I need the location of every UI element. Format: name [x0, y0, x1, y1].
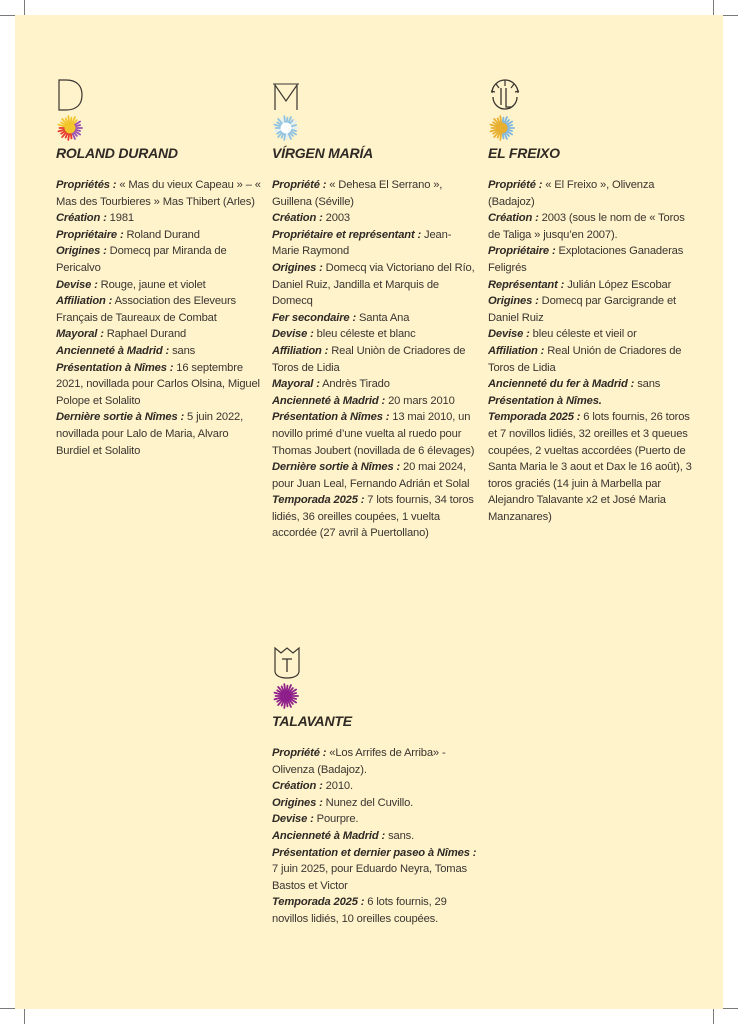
- field-line: [56, 326, 261, 343]
- field-label: Propriétaire :: [488, 245, 556, 258]
- bleu-celeste-blanc-rosette-icon: [272, 115, 300, 141]
- field-line: [272, 795, 477, 812]
- field-value: 6 lots fournis, 29 novillos lidiés, 10 oreilles coupées.: [272, 896, 447, 925]
- field-value: sans.: [385, 829, 415, 842]
- ganaderia-fields: [488, 177, 693, 525]
- field-value: « Dehesa El Serrano », Guillena (Séville): [272, 179, 443, 208]
- ganaderia-name: TALAVANTE: [272, 713, 352, 729]
- field-label: Temporada 2025 :: [488, 411, 581, 424]
- field-value: 2003 (sous le nom de « Toros de Taliga » jusqu’en 2007).: [488, 212, 685, 241]
- field-label: Création :: [488, 212, 539, 225]
- field-line: [272, 177, 477, 210]
- field-value: Domecq par Garcigrande et Daniel Ruiz: [488, 295, 676, 324]
- field-label: Création :: [272, 212, 323, 225]
- field-line: [488, 326, 693, 343]
- field-line: [272, 492, 477, 542]
- field-value: «Los Arrifes de Arriba» - Olivenza (Badajoz).: [272, 747, 446, 776]
- field-line: [272, 343, 477, 376]
- pourpre-rosette-icon: [272, 683, 300, 709]
- field-label: Devise :: [272, 813, 314, 826]
- field-line: [272, 845, 477, 895]
- field-label: Origines :: [488, 295, 539, 308]
- ganaderia-card: [272, 77, 477, 542]
- field-line: [56, 277, 261, 294]
- field-value: 7 juin 2025, pour Eduardo Neyra, Tomas Bastos et Victor: [272, 863, 467, 892]
- crop-mark-bottom-left-h: [0, 1008, 15, 1009]
- field-label: Devise :: [272, 328, 314, 341]
- field-label: Propriétés :: [56, 179, 117, 191]
- rosette-core: [281, 123, 292, 134]
- field-label: Représentant :: [488, 278, 565, 291]
- field-line: [488, 293, 693, 326]
- field-value: Nunez del Cuvillo.: [322, 796, 414, 809]
- field-line: [56, 227, 261, 244]
- field-value: bleu céleste et blanc: [313, 328, 416, 341]
- field-value: « Mas du vieux Capeau » – « Mas des Tourbieres » Mas Thibert (Arles): [56, 179, 261, 208]
- field-label: Propriété :: [272, 747, 327, 759]
- field-value: 13 mai 2010, un novillo primé d’une vuelta al ruedo pour Thomas Joubert (novillada de 6 élevages): [272, 411, 475, 457]
- field-line: [272, 459, 477, 492]
- field-value: Pourpre.: [313, 813, 359, 826]
- field-line: [56, 360, 261, 410]
- field-label: Fer secondaire :: [272, 311, 357, 324]
- rosette-core: [281, 691, 292, 702]
- field-label: Création :: [272, 780, 323, 793]
- field-line: [56, 210, 261, 227]
- field-value: Andrès Tirado: [319, 378, 390, 391]
- field-line: [56, 243, 261, 276]
- field-value: Raphael Durand: [103, 328, 187, 341]
- field-line: [56, 409, 261, 459]
- field-line: [56, 343, 261, 360]
- field-label: Dernière sortie à Nîmes :: [272, 461, 401, 474]
- field-label: Propriétaire et représentant :: [272, 228, 422, 241]
- field-line: [272, 376, 477, 393]
- field-label: Mayoral :: [272, 378, 320, 391]
- letter-D-brand-icon: [56, 77, 86, 113]
- bleu-celeste-vieil-or-rosette-icon: [488, 115, 516, 141]
- ganaderia-name: ROLAND DURAND: [56, 145, 178, 161]
- el-freixo-brand-icon: [488, 77, 522, 113]
- field-line: [272, 260, 477, 310]
- field-label: Création :: [56, 212, 107, 225]
- crop-mark-top-right-h: [723, 15, 738, 16]
- letter-T-shield-brand-icon: [272, 645, 302, 681]
- field-value: Jean-Marie Raymond: [272, 228, 452, 258]
- field-value: 2003: [322, 212, 350, 225]
- field-line: [488, 177, 693, 210]
- field-label: Propriété :: [488, 179, 543, 191]
- field-line: [272, 310, 477, 327]
- field-label: Ancienneté à Madrid :: [272, 829, 386, 842]
- field-line: [488, 376, 693, 393]
- field-value: Real Unión de Criadores de Toros de Lidia: [488, 344, 682, 374]
- page: [15, 15, 723, 1009]
- field-value: 20 mars 2010: [385, 394, 455, 407]
- field-line: [272, 210, 477, 227]
- ganaderia-fields: [272, 745, 477, 928]
- field-line: [488, 243, 693, 276]
- crop-mark-bottom-right-h: [723, 1008, 738, 1009]
- field-line: [272, 227, 477, 260]
- field-label: Présentation à Nîmes :: [272, 411, 390, 424]
- field-line: [272, 894, 477, 927]
- field-line: [272, 326, 477, 343]
- field-label: Mayoral :: [56, 328, 104, 341]
- field-value: 6 lots fournis, 26 toros et 7 novillos lidiés, 32 oreilles et 3 queues coupées, 2 vueltas accordées (Puerto de Santa Maria le 3 aout et Dax le 16 août), 3 toros graciés (14 juin à Marbella par Alejandro Talavante x2 et José Maria Manzanares): [488, 411, 692, 523]
- field-value: 2010.: [322, 780, 353, 793]
- field-label: Propriétaire :: [56, 228, 124, 241]
- field-label: Ancienneté du fer à Madrid :: [488, 378, 635, 391]
- field-value: Rouge, jaune et violet: [97, 278, 206, 291]
- crop-mark-top-left-h: [0, 15, 15, 16]
- field-value: sans: [634, 378, 661, 391]
- field-label: Ancienneté à Madrid :: [56, 344, 170, 357]
- field-value: Santa Ana: [356, 311, 410, 324]
- field-value: 5 juin 2022, novillada pour Lalo de Maria, Alvaro Burdiel et Solalito: [56, 411, 244, 457]
- field-label: Dernière sortie à Nîmes :: [56, 411, 185, 424]
- field-value: 7 lots fournis, 34 toros lidiés, 36 oreilles coupées, 1 vuelta accordée (27 avril à Puertollano): [272, 494, 474, 540]
- field-line: [56, 293, 261, 326]
- rosette-core: [497, 123, 508, 134]
- rouge-jaune-violet-rosette-icon: [56, 115, 84, 141]
- field-label: Origines :: [272, 796, 323, 809]
- field-line: [56, 177, 261, 210]
- field-value: Association des Eleveurs Français de Taureaux de Combat: [56, 295, 236, 324]
- ganaderia-card: [488, 77, 693, 525]
- field-label: Présentation à Nîmes.: [488, 394, 602, 407]
- field-label: Devise :: [488, 328, 530, 341]
- ganaderia-card: [272, 645, 477, 928]
- field-value: Julián López Escobar: [564, 278, 672, 291]
- crop-mark-bottom-left-v: [24, 1009, 25, 1024]
- field-label: Temporada 2025 :: [272, 494, 365, 507]
- ganaderia-fields: [272, 177, 477, 542]
- field-label: Affiliation :: [272, 344, 329, 357]
- field-line: [272, 828, 477, 845]
- field-line: [272, 393, 477, 410]
- rosette-core: [65, 123, 76, 134]
- field-label: Origines :: [272, 261, 323, 274]
- field-label: Affiliation :: [56, 295, 113, 308]
- field-line: [488, 210, 693, 243]
- field-value: 16 septembre 2021, novillada pour Carlos Olsina, Miguel Polope et Solalito: [56, 361, 260, 407]
- field-value: Real Uniòn de Criadores de Toros de Lidia: [272, 344, 466, 374]
- field-line: [272, 409, 477, 459]
- field-value: bleu céleste et vieil or: [529, 328, 637, 341]
- field-value: Domecq via Victoriano del Río, Daniel Ruiz, Jandilla et Marquis de Domecq: [272, 261, 475, 308]
- ganaderia-name: VÍRGEN MARÍA: [272, 145, 374, 161]
- ganaderia-fields: [56, 177, 261, 459]
- field-label: Présentation et dernier paseo à Nîmes :: [272, 846, 477, 859]
- field-value: Explotaciones Ganaderas Feligrés: [488, 245, 684, 274]
- field-value: 1981: [106, 212, 134, 225]
- field-value: 20 mai 2024, pour Juan Leal, Fernando Adrián et Solal: [272, 461, 470, 490]
- crop-mark-top-left-v: [24, 0, 25, 15]
- field-line: [488, 343, 693, 376]
- field-label: Origines :: [56, 245, 107, 258]
- field-label: Devise :: [56, 278, 98, 291]
- field-label: Présentation à Nîmes :: [56, 361, 174, 374]
- field-line: [488, 409, 693, 525]
- field-value: Roland Durand: [123, 228, 200, 241]
- field-line: [488, 277, 693, 294]
- field-value: « El Freixo », Olivenza (Badajoz): [488, 179, 655, 208]
- ganaderia-card: [56, 77, 261, 459]
- letter-M-brand-icon: [272, 77, 302, 113]
- field-value: Domecq par Miranda de Pericalvo: [56, 245, 227, 274]
- field-label: Propriété :: [272, 179, 327, 191]
- field-value: sans: [169, 344, 196, 357]
- field-label: Ancienneté à Madrid :: [272, 394, 386, 407]
- crop-mark-bottom-right-v: [713, 1009, 714, 1024]
- field-line: [272, 778, 477, 795]
- field-label: Affiliation :: [488, 344, 545, 357]
- field-line: [272, 811, 477, 828]
- ganaderia-name: EL FREIXO: [488, 145, 560, 161]
- field-line: [272, 745, 477, 778]
- field-line: [488, 393, 693, 410]
- crop-mark-top-right-v: [713, 0, 714, 15]
- field-label: Temporada 2025 :: [272, 896, 365, 909]
